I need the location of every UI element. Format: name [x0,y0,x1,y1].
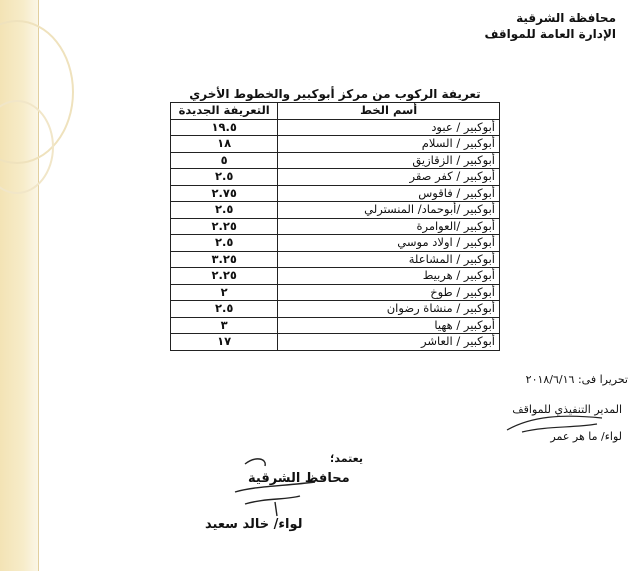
route-cell: أبوكبير / كفر صقر [278,169,500,186]
fare-cell: ٢.٥ [171,301,278,318]
route-cell: أبوكبير / عبود [278,119,500,136]
route-cell: أبوكبير /أبوحماد/ المنسترلي [278,202,500,219]
route-cell: أبوكبير / المشاعلة [278,251,500,268]
fare-cell: ٣.٢٥ [171,251,278,268]
governorate-name: محافظة الشرقية [516,11,616,25]
issue-date: تحريرا فى: ٢٠١٨/٦/١٦ [525,373,628,386]
fare-cell: ٥ [171,152,278,169]
approval-label: يعتمد؛ [330,452,363,465]
route-cell: أبوكبير / ههيا [278,317,500,334]
table-row [171,218,500,235]
fare-cell: ٣ [171,317,278,334]
table-row [171,119,500,136]
fare-cell: ٢.٥ [171,202,278,219]
fare-table-body [171,119,500,350]
route-cell: أبوكبير / فاقوس [278,185,500,202]
table-title: تعريفة الركوب من مركز أبوكبير والخطوط الأخري [189,87,481,101]
table-row [171,185,500,202]
table-row [171,301,500,318]
route-cell: أبوكبير / اولاد موسي [278,235,500,252]
fare-cell: ٢.٥ [171,169,278,186]
table-row [171,235,500,252]
table-row [171,317,500,334]
fare-cell: ١٩.٥ [171,119,278,136]
route-cell: أبوكبير / هربيط [278,268,500,285]
table-row [171,334,500,351]
route-cell: أبوكبير / العاشر [278,334,500,351]
fare-cell: ٢.٥ [171,235,278,252]
table-row [171,169,500,186]
governor-signature [205,452,325,522]
fare-cell: ١٧ [171,334,278,351]
route-cell: أبوكبير / طوخ [278,284,500,301]
table-row [171,152,500,169]
table-header-row [171,103,500,120]
fare-cell: ٢.٢٥ [171,268,278,285]
route-cell: أبوكبير / الزقازيق [278,152,500,169]
governor-name: لواء/ خالد سعيد [205,517,303,532]
fare-table [170,102,500,351]
executive-director-name: لواء/ ما هر عمر [550,430,622,443]
fare-cell: ٢ [171,284,278,301]
table-row [171,251,500,268]
fare-cell: ١٨ [171,136,278,153]
table-row [171,136,500,153]
governor-title: محافظ الشرقية [248,471,350,486]
fare-column-header: التعريفة الجديدة [171,103,278,120]
table-row [171,202,500,219]
route-cell: أبوكبير / السلام [278,136,500,153]
department-name: الإدارة العامة للمواقف [484,27,616,41]
executive-director-title: المدير التنفيذي للمواقف [512,403,622,416]
fare-cell: ٢.٢٥ [171,218,278,235]
table-row [171,284,500,301]
fare-cell: ٢.٧٥ [171,185,278,202]
route-column-header: أسم الخط [278,103,500,120]
table-row [171,268,500,285]
route-cell: أبوكبير /العوامرة [278,218,500,235]
route-cell: أبوكبير / منشاة رضوان [278,301,500,318]
letterhead [484,10,616,42]
